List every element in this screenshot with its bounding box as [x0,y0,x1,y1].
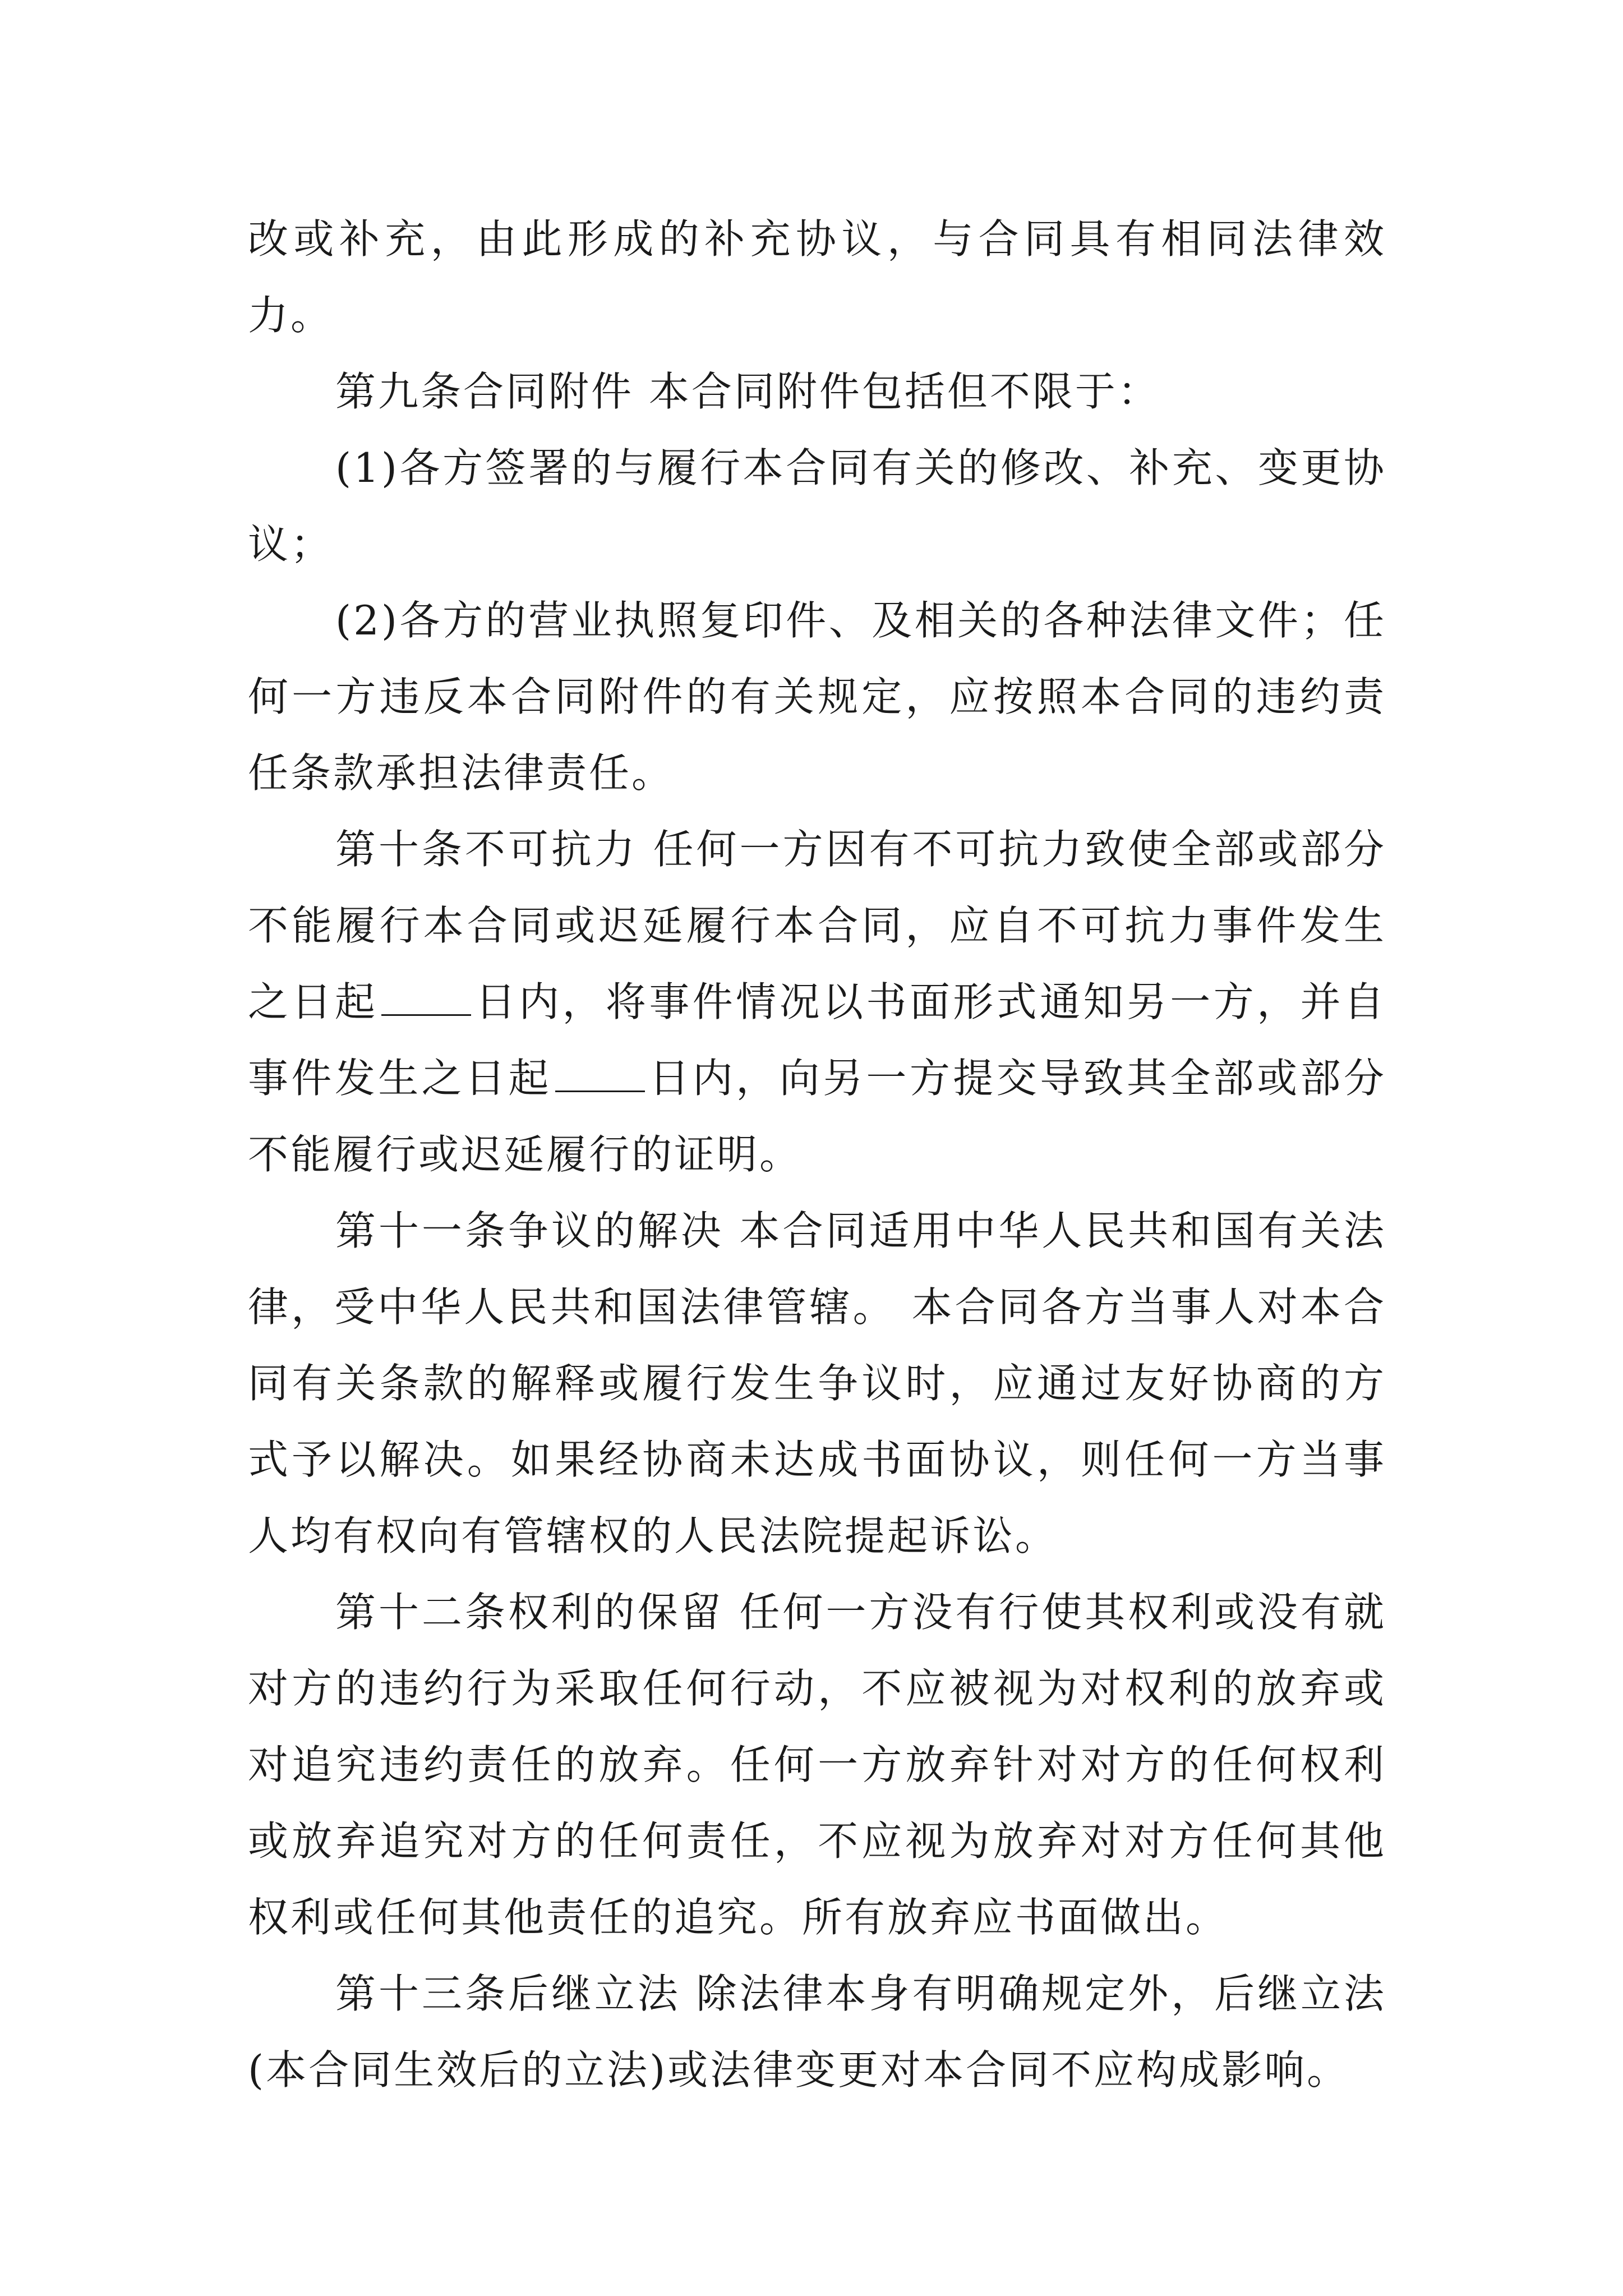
paragraph-text: 第十三条后继立法 除法律本身有明确规定外，后继立法(本合同生效后的立法)或法律变更对本合同不应构成影响。 [248,1970,1386,2093]
blank-days-proof [555,1057,645,1092]
paragraph-annex-item-2 [248,582,1386,811]
paragraph-article-11-dispute [248,1193,1386,1574]
paragraph-text: 第九条合同附件 本合同附件包括但不限于： [335,368,1160,415]
paragraph-annex-item-1 [248,430,1386,582]
paragraph-text: 第十一条争议的解决 本合同适用中华人民共和国有关法律，受中华人民共和国法律管辖。 本合同各方当事人对本合同有关条款的解释或履行发生争议时，应通过友好协商的方式予以解决。如果经协商未达成书面协议，则任何一方当事人均有权向有管辖权的人民法院提起诉讼。 [248,1207,1386,1559]
paragraph-amendment-effect [248,201,1386,353]
paragraph-article-13-legislation [248,1955,1386,2108]
paragraph-article-10-force-majeure [248,811,1386,1193]
paragraph-article-9-annexes [248,353,1386,430]
paragraph-text: (1)各方签署的与履行本合同有关的修改、补充、变更协议； [248,444,1386,568]
paragraph-text: 第十条不可抗力 任何一方因有不可抗力致使全部或部分不能履行本合同或迟延履行本合同，应自不可抗力事件发生之日起 [248,826,1386,1025]
paragraph-text: 第十二条权利的保留 任何一方没有行使其权利或没有就对方的违约行为采取任何行动，不应被视为对权利的放弃或对追究违约责任的放弃。任何一方放弃针对对方的任何权利或放弃追究对方的任何责任，不应视为放弃对对方任何其他权利或任何其他责任的追究。所有放弃应书面做出。 [248,1589,1386,1941]
paragraph-text: 日内，向另一方提交导致其全部或部分不能履行或迟延履行的证明。 [248,1055,1386,1178]
blank-days-notice [381,981,471,1016]
paragraph-text: 改或补充，由此形成的补充协议，与合同具有相同法律效力。 [248,215,1386,339]
paragraph-text: (2)各方的营业执照复印件、及相关的各种法律文件；任何一方违反本合同附件的有关规定，应按照本合同的违约责任条款承担法律责任。 [248,597,1386,797]
paragraph-article-12-reservation [248,1574,1386,1955]
document-page [248,201,1386,2108]
paragraph-text: 日内，将事件情况以书面形式通知另一方，并自事件发生之日起 [248,978,1386,1102]
